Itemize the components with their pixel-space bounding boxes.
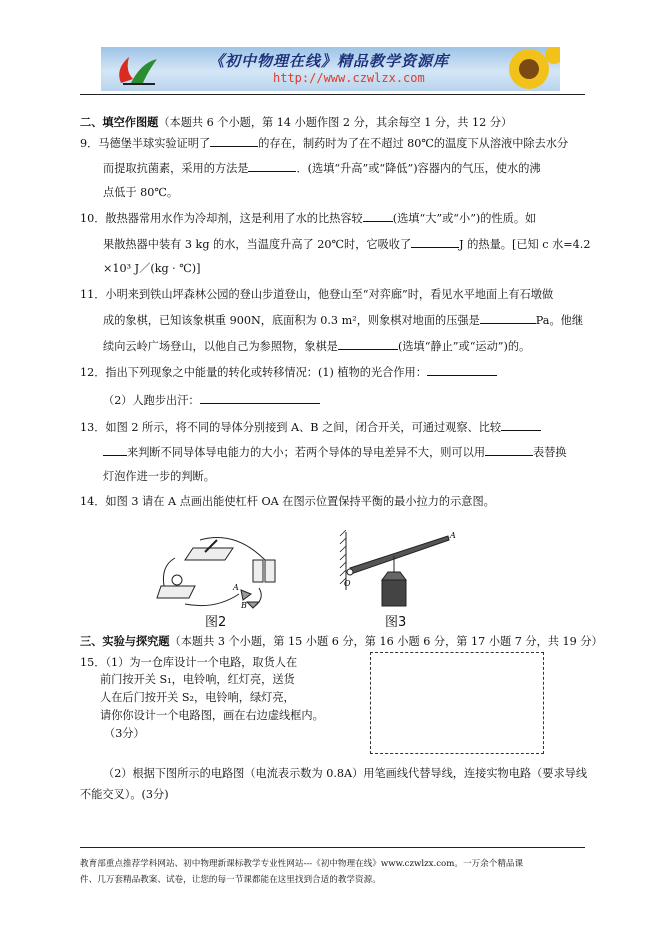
q12-blank2[interactable] [200,392,320,404]
q15-line2: 前门按开关 S₁，电铃响，红灯亮，送货 [100,673,295,686]
q13-line2: 来判断不同导体导电能力的大小；若两个导体的导电差异不大，则可以用 表替换 [103,444,567,461]
fig2-label-a: A [233,583,239,592]
q11-blank2[interactable] [338,338,398,350]
section3-heading: 三、实验与探究题 [80,635,170,648]
q15-part2-line2: 不能交叉）。(3分) [80,788,169,801]
q9-line1: 9．马德堡半球实验证明了 的存在，制药时为了在不超过 80℃的温度下从溶液中除去水分 [80,137,569,150]
figure-3-caption: 图3 [385,615,407,630]
q11-line3: 续向云岭广场登山，以他自己为参照物，象棋是 (选填“静止”或“运动”)的。 [103,340,531,353]
q10-blank1[interactable] [363,210,393,222]
q12-line2: （2）人跑步出汗： [103,392,320,409]
footer-line2: 件、几万套精品教案、试卷，让您的每一节课都能在这里找到合适的教学资源。 [80,875,381,885]
site-logo-icon [107,49,167,89]
q13-line1: 13．如图 2 所示，将不同的导体分别接到 A、B 之间，闭合开关，可通过观察、比较 [80,419,541,436]
q11-line1: 11．小明来到铁山坪森林公园的登山步道登山，他登山至“对弈廊”时，看见水平地面上有石墩做 [80,288,554,301]
q15-line3: 人在后门按开关 S₂，电铃响，绿灯亮， [100,691,295,704]
q9-blank1[interactable] [210,135,258,147]
q10-blank2[interactable] [411,236,459,248]
header-banner [101,47,560,91]
q15-line1: 15．（1）为一仓库设计一个电路，取货人在 [80,656,298,669]
q13-blank1[interactable] [501,419,541,431]
section3-desc: （本题共 3 个小题，第 15 小题 6 分，第 16 小题 6 分，第 17 小题 7 分，共 19 分） [169,635,603,648]
q10-line3: ×10³ J／(kg · ℃)] [103,262,201,275]
q15-answer-box[interactable] [370,652,544,754]
banner-title: 《初中物理在线》精品教学资源库 [209,52,450,70]
fig2-label-b: B [241,601,247,610]
section2-desc: （本题共 6 个小题，第 14 小题作图 2 分，其余每空 1 分，共 12 分） [158,116,513,129]
sunflower-icon [499,47,560,91]
q13-blank2[interactable] [485,444,533,456]
footer-line1: 教育部重点推荐学科网站、初中物理新课标教学专业性网站---《初中物理在线》www.czwlzx.com。一万余个精品课 [80,859,524,869]
q10-line1: 10．散热器常用水作为冷却剂，这是利用了水的比热容较 (选填“大”或“小”)的性质。如 [80,212,537,225]
q9-line2: 而提取抗菌素，采用的方法是 ．(选填“升高”或“降低”)容器内的气压，使水的沸 [103,162,541,175]
header-rule [80,94,585,95]
fig3-label-a: A [450,531,456,540]
q13-line3: 灯泡作进一步的判断。 [103,470,215,483]
section2-heading: 二、填空作图题 [80,116,159,129]
q13-blank1-cont[interactable] [103,444,127,456]
footer-rule [80,847,585,848]
q11-line2: 成的象棋，已知该象棋重 900N，底面积为 0.3 m²，则象棋对地面的压强是 Pa。他继 [103,314,584,327]
section2-header [80,115,512,131]
q10-line2: 果散热器中装有 3 kg 的水，当温度升高了 20℃时，它吸收了 J 的热量。[已知 c 水=4.2 [103,238,591,251]
q15-line4: 请你你设计一个电路图，画在右边虚线框内。 [100,709,324,722]
q12-line1: 12．指出下列现象之中能量的转化或转移情况：(1) 植物的光合作用： [80,364,497,381]
q9-line3: 点低于 80℃。 [103,186,179,199]
q15-part2-line1: （2）根据下图所示的电路图（电流表示数为 0.8A）用笔画线代替导线，连接实物电路（要求导线 [103,767,588,780]
q14-line1: 14．如图 3 请在 A 点画出能使杠杆 OA 在图示位置保持平衡的最小拉力的示意图。 [80,495,495,508]
q15-line5: （3分） [104,727,145,740]
q9-blank2[interactable] [248,160,296,172]
figure-2-circuit [155,528,280,610]
section3-header [80,634,603,650]
banner-url[interactable]: http://www.czwlzx.com [273,71,425,85]
q12-blank1[interactable] [427,364,497,376]
figure-3-lever [318,528,468,610]
fig3-label-o: O [344,579,351,588]
figure-2-caption: 图2 [205,615,227,630]
q11-blank1[interactable] [480,312,536,324]
